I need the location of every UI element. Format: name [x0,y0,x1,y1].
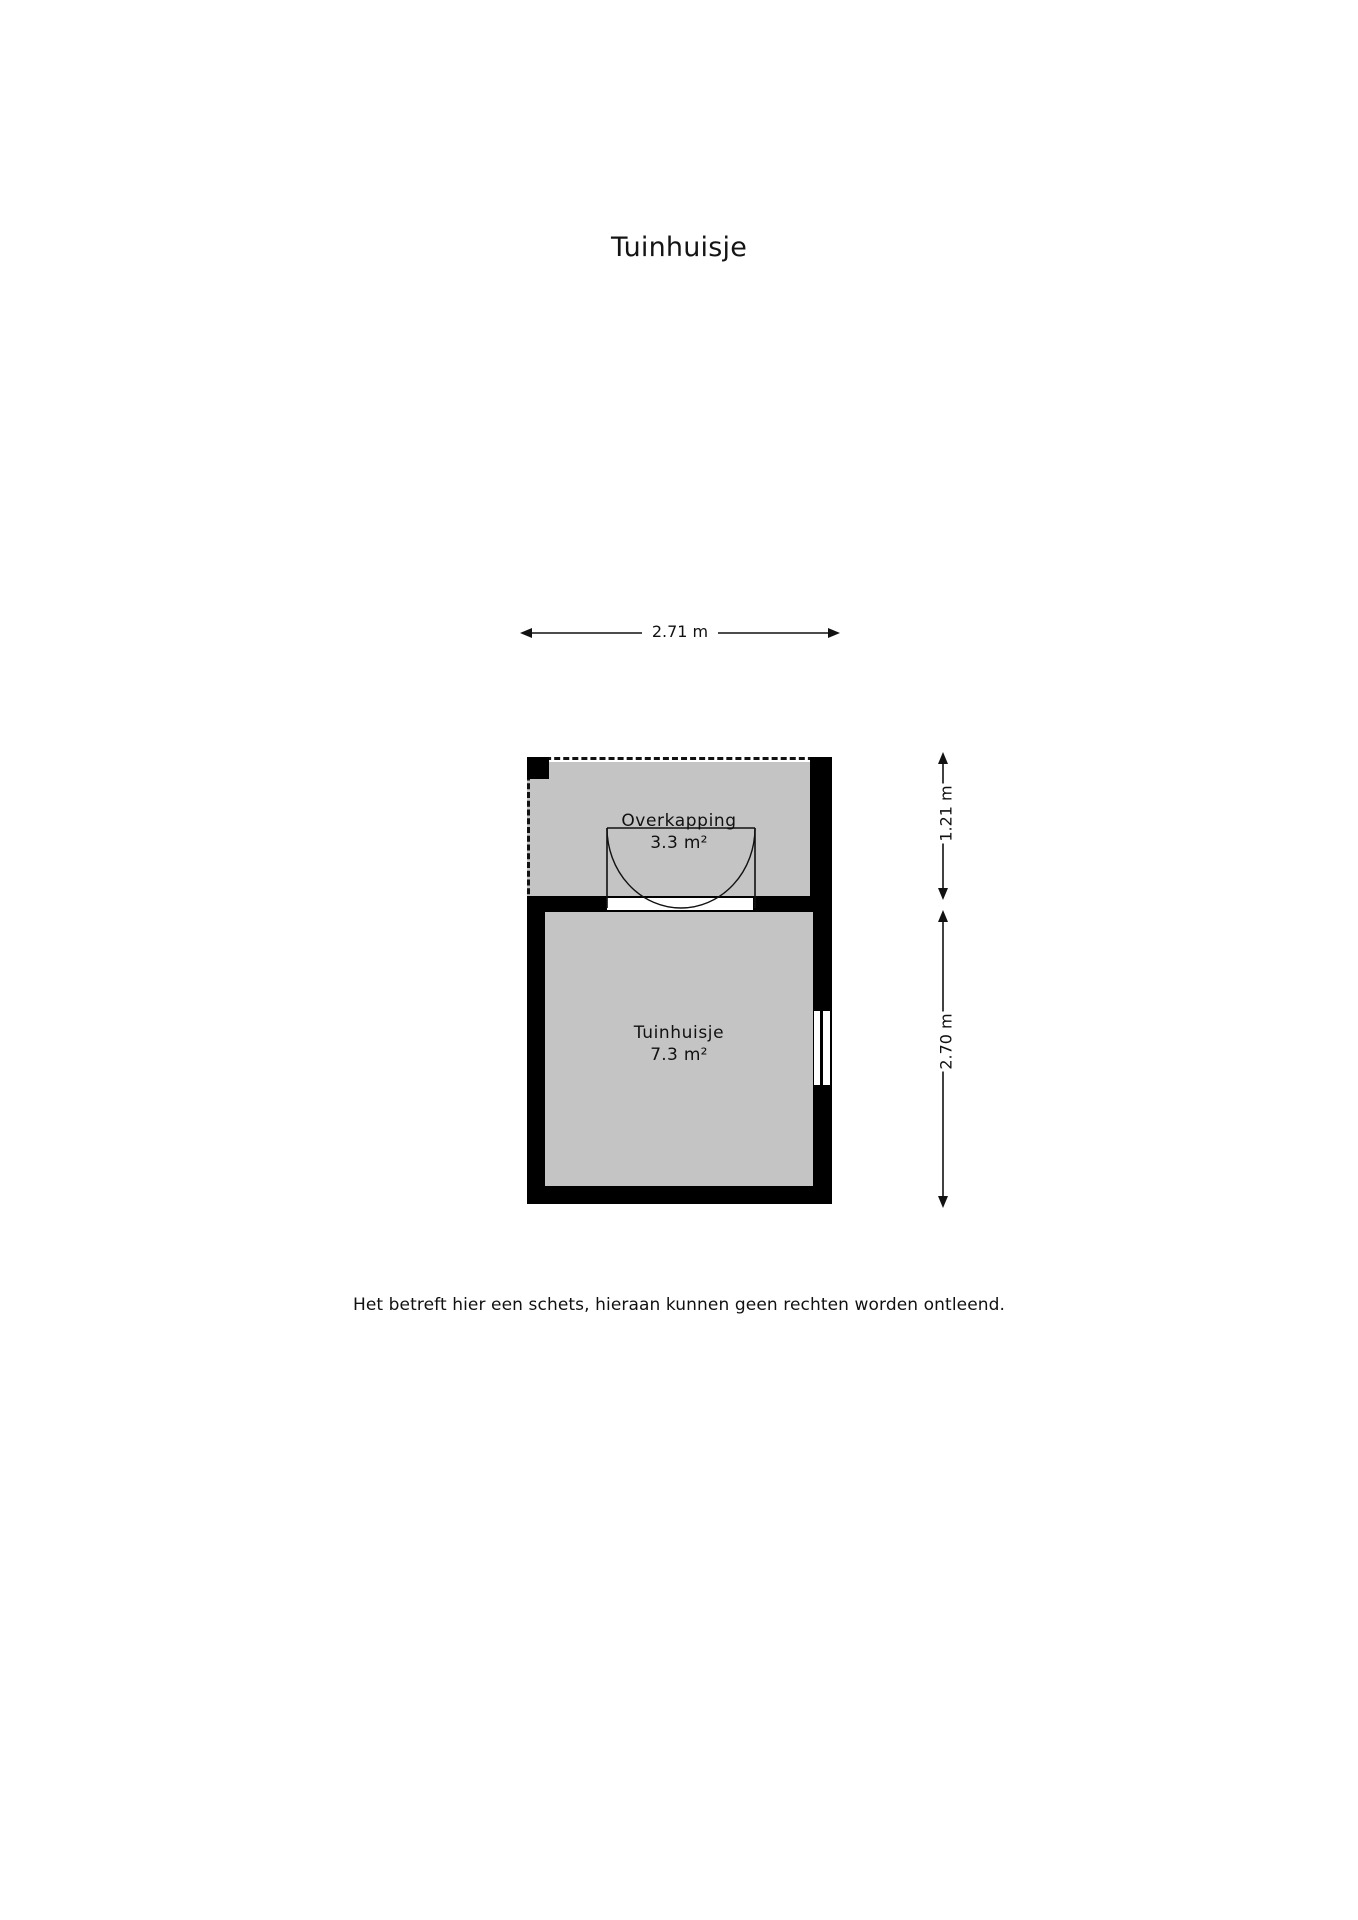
room-area: 3.3 m² [650,833,708,854]
disclaimer-text: Het betreft hier een schets, hieraan kunnen geen rechten worden ontleend. [352,1295,1006,1315]
room-name: Tuinhuisje [633,1023,725,1043]
dimension-right-lower: 2.70 m [936,1013,956,1070]
room-name: Overkapping [621,811,737,831]
dimension-right-upper: 1.21 m [936,785,956,842]
dimension-top-value: 2.71 m [642,622,718,641]
wall-pier-right [810,757,832,907]
dimension-label-top [520,622,840,641]
corner-post-top-left [527,757,549,779]
room-label-tuinhuisje [545,1022,813,1067]
window-mullion-right [820,1009,823,1087]
room-label-overkapping [545,810,813,855]
wall-top-left-segment [527,896,607,912]
room-area: 7.3 m² [650,1045,708,1066]
page-title: Tuinhuisje [610,232,748,263]
